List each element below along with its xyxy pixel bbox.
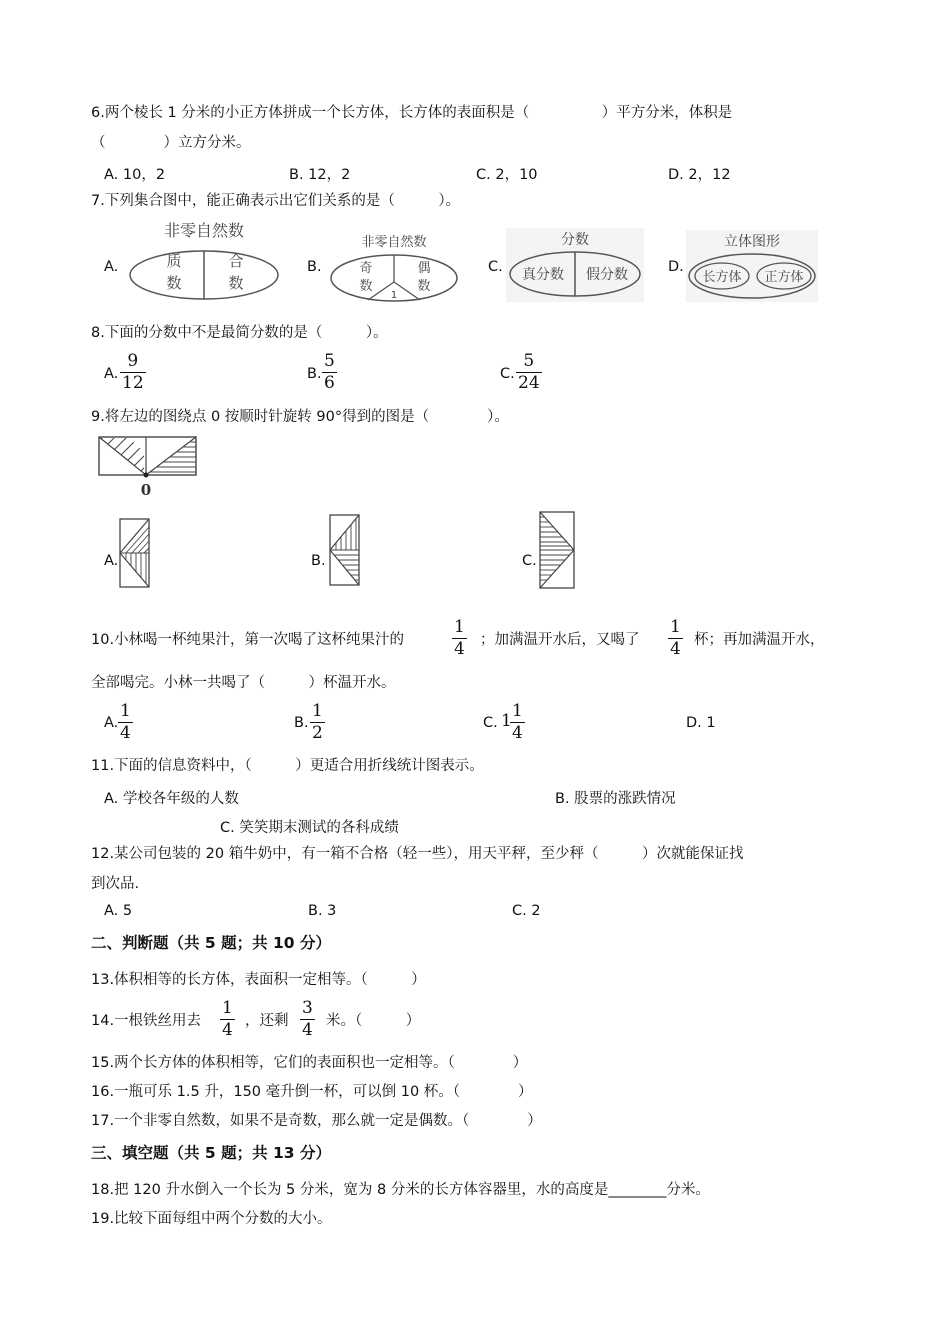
q7c-left: 真分数: [522, 267, 564, 283]
q11-option-b[interactable]: B. 股票的涨跌情况: [555, 791, 676, 807]
q6-option-c[interactable]: C. 2，10: [476, 167, 538, 183]
q7b-right-1: 偶: [417, 261, 431, 276]
q9-option-b[interactable]: B.: [311, 553, 326, 569]
q16-text: 16.一瓶可乐 1.5 升，150 毫升倒一杯，可以倒 10 杯。（ ）: [91, 1084, 533, 1100]
q7c-right: 假分数: [586, 267, 628, 283]
q8-frac-a-den: 12: [122, 373, 144, 393]
q7b-right-2: 数: [417, 279, 431, 294]
q8-frac-c-num: 5: [523, 351, 535, 371]
q7-venn-d: [686, 230, 818, 302]
q6-line1: 6.两个棱长 1 分米的小正方体拼成一个长方体，长方体的表面积是（ ）平方分米，体积是: [91, 105, 733, 121]
q7b-left-2: 数: [359, 279, 373, 294]
q14-frac1-num: 1: [222, 998, 233, 1018]
q10-option-c-whole: 1: [501, 711, 512, 731]
q10-frac-b-num: 1: [312, 701, 323, 721]
q6-option-a[interactable]: A. 10，2: [104, 167, 166, 183]
q14-frac1-den: 4: [222, 1020, 233, 1040]
q8-frac-b-num: 5: [324, 351, 335, 371]
q12-option-c[interactable]: C. 2: [512, 903, 541, 919]
q10-frac1-num: 1: [454, 617, 465, 637]
q7a-right-1: 合: [228, 252, 244, 270]
q10-frac1: [452, 618, 467, 658]
q14-part1: 14.一根铁丝用去: [91, 1013, 202, 1029]
q7-option-d[interactable]: D.: [668, 259, 684, 275]
q10-frac2-den: 4: [670, 639, 681, 659]
q8-option-b[interactable]: B.: [307, 366, 322, 382]
q7a-left-2: 数: [166, 274, 182, 292]
q8-option-c[interactable]: C.: [500, 366, 515, 382]
q8-option-a[interactable]: A.: [104, 366, 119, 382]
q9-figure-c: [538, 510, 578, 590]
q10-part1: 10.小林喝一杯纯果汁，第一次喝了这杯纯果汁的: [91, 632, 405, 648]
q10-frac-b: [310, 702, 325, 742]
q10-option-a[interactable]: A.: [104, 715, 119, 731]
q8-frac-a-num: 9: [127, 351, 139, 371]
q7-venn-b: [328, 232, 460, 304]
q12-option-a[interactable]: A. 5: [104, 903, 133, 919]
q18-text: 18.把 120 升水倒入一个长为 5 分米，宽为 8 分米的长方体容器里，水的高度是________分米。: [91, 1182, 710, 1198]
q10-frac-c: [510, 702, 525, 742]
q11-option-c[interactable]: C. 笑笑期末测试的各科成绩: [220, 820, 399, 836]
section2-title: 二、判断题（共 5 题；共 10 分）: [91, 934, 331, 952]
q7c-title: 分数: [561, 232, 589, 248]
q13-text: 13.体积相等的长方体，表面积一定相等。（ ）: [91, 972, 426, 988]
q10-frac2-num: 1: [670, 617, 681, 637]
q12-option-b[interactable]: B. 3: [308, 903, 337, 919]
q7-venn-a: [126, 220, 282, 302]
q7-option-a[interactable]: A.: [104, 259, 119, 275]
q14-part3: 米。（ ）: [326, 1013, 421, 1029]
q10-part2: ；加满温开水后，又喝了: [480, 632, 640, 648]
q9-source-figure: [96, 434, 200, 498]
q8-frac-a: [120, 352, 146, 392]
q6-line2: （ ）立方分米。: [91, 135, 251, 151]
section3-title: 三、填空题（共 5 题；共 13 分）: [91, 1144, 331, 1162]
q10-line2: 全部喝完。小林一共喝了（ ）杯温开水。: [91, 675, 396, 691]
q10-option-b[interactable]: B.: [294, 715, 309, 731]
q10-frac-a-den: 4: [120, 723, 131, 743]
q11-stem: 11.下面的信息资料中，（ ）更适合用折线统计图表示。: [91, 758, 484, 774]
q9-option-a[interactable]: A.: [104, 553, 119, 569]
q8-stem: 8.下面的分数中不是最简分数的是（ ）。: [91, 325, 388, 341]
q8-frac-c: [516, 352, 542, 392]
q7d-left: 长方体: [702, 270, 742, 285]
q7b-title: 非零自然数: [361, 235, 427, 250]
q9-point-label: 0: [140, 481, 152, 498]
q7d-right: 正方体: [764, 270, 804, 285]
q10-frac-a: [118, 702, 133, 742]
q8-frac-c-den: 24: [518, 373, 540, 393]
q9-figure-a: [118, 517, 152, 589]
q14-frac2-den: 4: [302, 1020, 313, 1040]
q10-option-c[interactable]: C.: [483, 715, 498, 731]
q19-text: 19.比较下面每组中两个分数的大小。: [91, 1211, 332, 1227]
q10-option-d[interactable]: D. 1: [686, 715, 716, 731]
q9-figure-b: [328, 513, 362, 587]
q10-frac-c-den: 4: [512, 723, 523, 743]
q11-option-a[interactable]: A. 学校各年级的人数: [104, 791, 239, 807]
q10-frac-b-den: 2: [312, 723, 323, 743]
q10-frac2: [668, 618, 683, 658]
q7a-title: 非零自然数: [163, 221, 245, 240]
q7b-bottom: 1: [390, 290, 398, 301]
q8-frac-b: [322, 352, 337, 392]
q14-frac1: [220, 999, 235, 1039]
q7b-left-1: 奇: [359, 261, 373, 276]
q7-stem: 7.下列集合图中，能正确表示出它们关系的是（ ）。: [91, 193, 461, 209]
q8-frac-b-den: 6: [324, 373, 335, 393]
q12-line2: 到次品.: [91, 876, 140, 892]
q17-text: 17.一个非零自然数，如果不是奇数，那么就一定是偶数。（ ）: [91, 1113, 542, 1129]
q10-frac-a-num: 1: [120, 701, 131, 721]
q10-frac-c-num: 1: [512, 701, 523, 721]
q6-option-d[interactable]: D. 2，12: [668, 167, 731, 183]
q10-part3: 杯；再加满温开水，: [694, 632, 825, 648]
q7d-title: 立体图形: [724, 234, 780, 250]
q14-frac2: [300, 999, 315, 1039]
q15-text: 15.两个长方体的体积相等，它们的表面积也一定相等。（ ）: [91, 1055, 528, 1071]
q14-frac2-num: 3: [302, 998, 313, 1018]
q7-option-b[interactable]: B.: [307, 259, 322, 275]
q7a-right-2: 数: [228, 274, 244, 292]
q10-frac1-den: 4: [454, 639, 465, 659]
q7-venn-c: [506, 228, 644, 302]
q12-line1: 12.某公司包装的 20 箱牛奶中，有一箱不合格（轻一些），用天平秤，至少秤（ ）次就能保证找: [91, 846, 744, 862]
q6-option-b[interactable]: B. 12，2: [289, 167, 351, 183]
q7-option-c[interactable]: C.: [488, 259, 503, 275]
q14-part2: ，还剩: [245, 1013, 289, 1029]
q9-option-c[interactable]: C.: [522, 553, 537, 569]
q7a-left-1: 质: [166, 252, 182, 270]
q9-stem: 9.将左边的图绕点 0 按顺时针旋转 90°得到的图是（ ）。: [91, 409, 509, 425]
